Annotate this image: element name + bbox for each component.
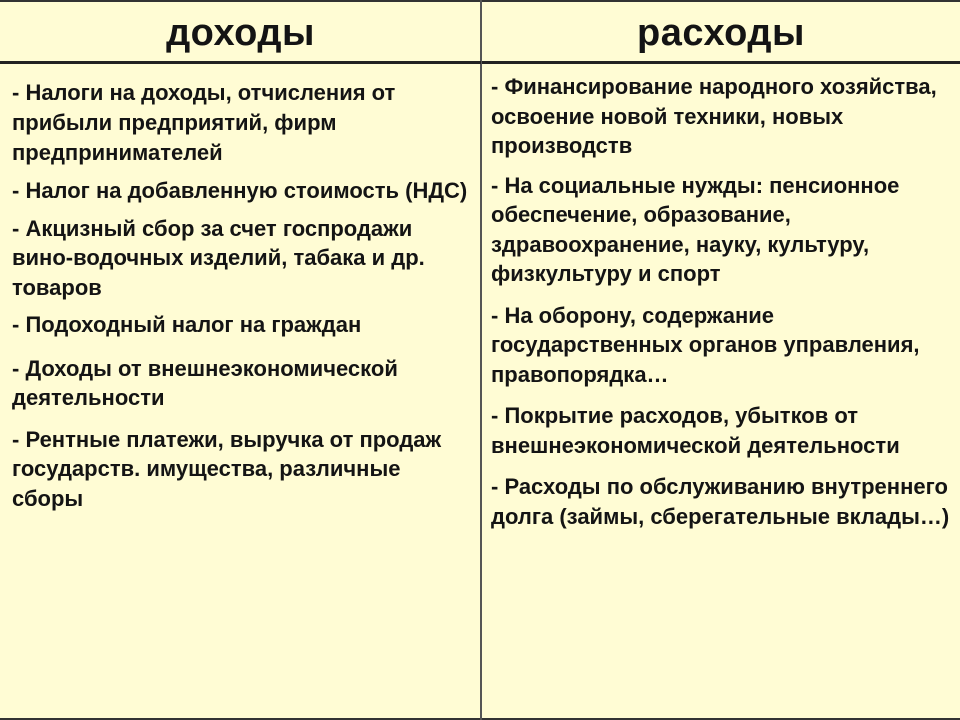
expense-item: - На социальные нужды: пенсионное обеспечение, образование, здравоохранение, науку, культуру, физкультуру и спорт [491,172,900,286]
income-item: - Налоги на доходы, отчисления от прибыли предприятий, фирм предпринимателей [12,80,396,165]
expense-item: - Финансирование народного хозяйства, освоение новой техники, новых производств [491,74,937,158]
expense-item: - На оборону, содержание государственных органов управления, правопорядка… [491,302,920,387]
expense-item: - Покрытие расходов, убытков от внешнеэкономической деятельности [491,403,900,458]
column-divider [480,0,482,720]
expenses-column [486,66,956,539]
income-item: - Доходы от внешнеэкономической деятельности [12,355,398,410]
expense-item: - Расходы по обслуживанию внутреннего долга (займы, сберегательные вклады…) [491,474,950,529]
income-item: - Налог на добавленную стоимость (НДС) [12,178,468,203]
header-income: доходы [0,0,481,64]
income-item: - Акцизный сбор за счет госпродажи вино-водочных изделий, табака и др. товаров [12,215,425,300]
income-item: - Подоходный налог на граждан [12,312,362,337]
income-item: - Рентные платежи, выручка от продаж государств. имущества, различные сборы [12,426,442,511]
header-expenses: расходы [482,0,960,64]
income-column [0,70,478,521]
